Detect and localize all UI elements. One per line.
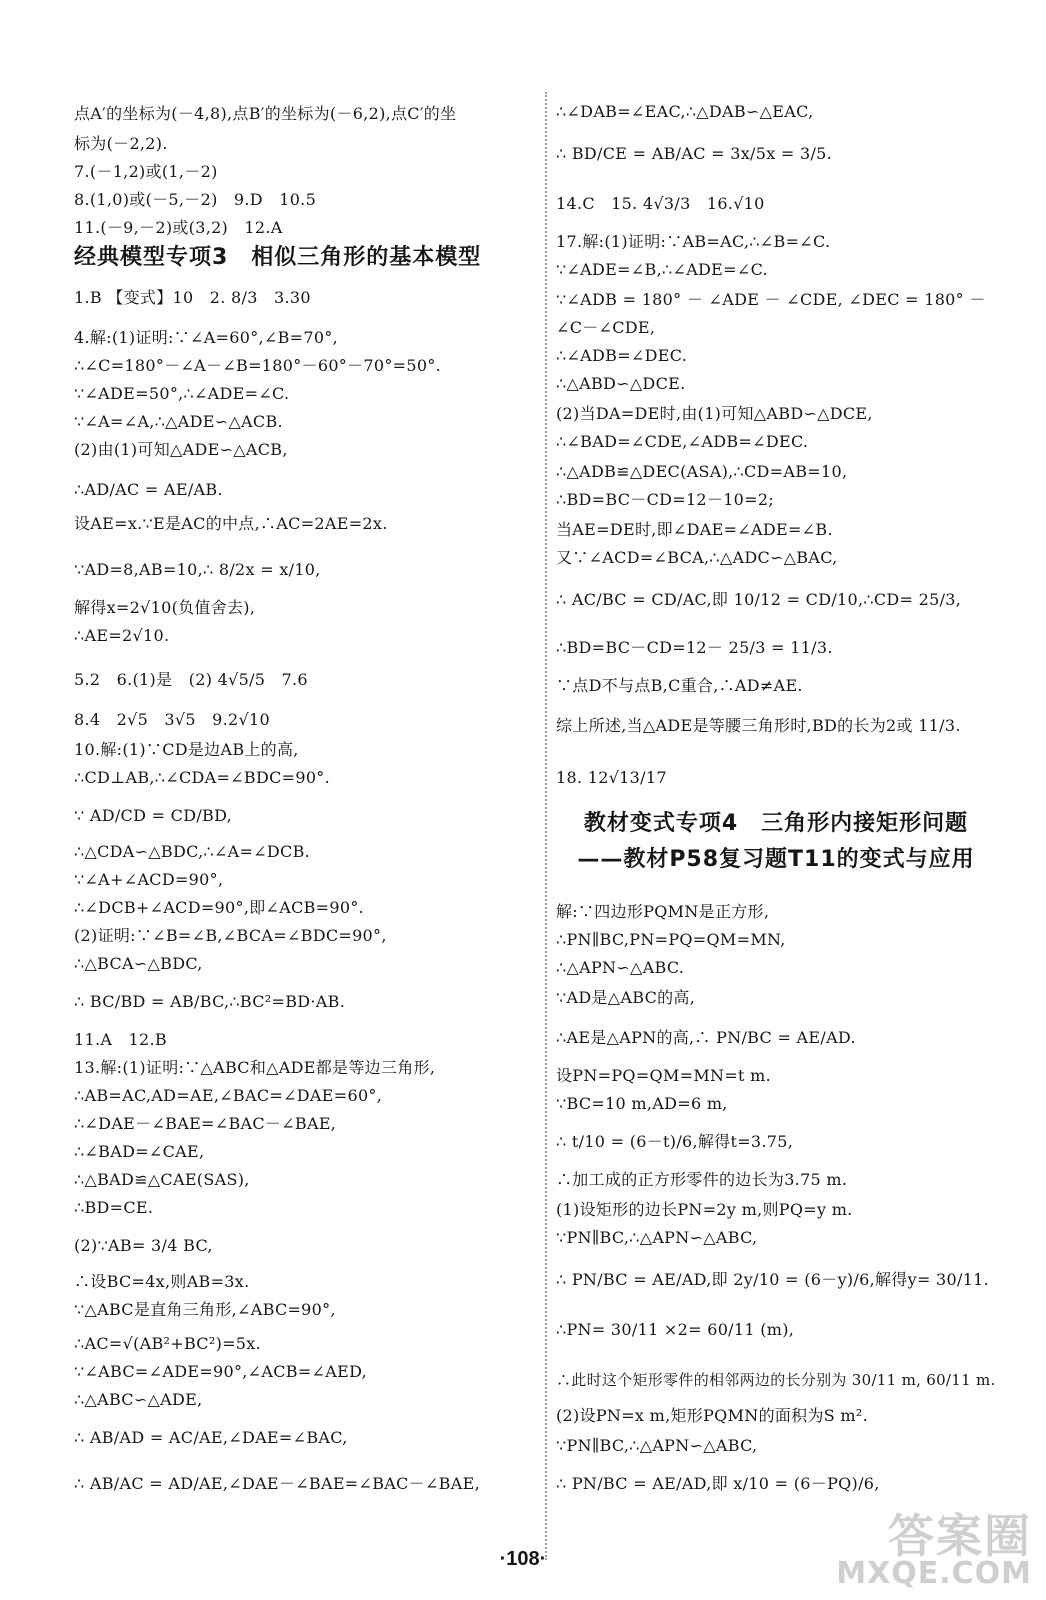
answer-line: ∴AD/AC = AE/AB.	[74, 480, 223, 499]
answer-line: 8.4 2√5 3√5 9.2√10	[74, 710, 270, 729]
answer-line: ∵∠ADE=∠B,∴∠ADE=∠C.	[556, 260, 768, 279]
answer-line: ∴ PN/BC = AE/AD,即 x/10 = (6－PQ)/6,	[556, 1474, 880, 1493]
answer-line: ∴此时这个矩形零件的相邻两边的长分别为 30/11 m, 60/11 m.	[556, 1371, 996, 1389]
answer-line: ∴△ADB≌△DEC(ASA),∴CD=AB=10,	[556, 462, 848, 481]
answer-line: ∴∠BAD=∠CDE,∠ADB=∠DEC.	[556, 432, 809, 451]
answer-line: ∵PN∥BC,∴△APN∽△ABC,	[556, 1436, 758, 1455]
answer-line: ∴∠ADB=∠DEC.	[556, 346, 688, 365]
answer-line: ∴AB=AC,AD=AE,∠BAC=∠DAE=60°,	[74, 1086, 383, 1105]
answer-line: ∴∠DAE－∠BAE=∠BAC－∠BAE,	[74, 1114, 337, 1133]
answer-line: 11.(－9,－2)或(3,2) 12.A	[74, 218, 283, 237]
answer-line: ∴CD⊥AB,∴∠CDA=∠BDC=90°.	[74, 768, 330, 787]
answer-line: ∴设BC=4x,则AB=3x.	[74, 1272, 250, 1291]
answer-line: ∴∠DCB+∠ACD=90°,即∠ACB=90°.	[74, 898, 365, 917]
answer-line: (2)当DA=DE时,由(1)可知△ABD∽△DCE,	[556, 404, 873, 423]
watermark-url: MXQE.COM	[836, 1556, 1032, 1591]
answer-line: ∵∠ABC=∠ADE=90°,∠ACB=∠AED,	[74, 1362, 368, 1381]
answer-line: 8.(1,0)或(－5,－2) 9.D 10.5	[74, 190, 317, 209]
answer-line: ∵BC=10 m,AD=6 m,	[556, 1094, 728, 1113]
answer-line: ∴∠DAB=∠EAC,∴△DAB∽△EAC,	[556, 102, 814, 121]
answer-line: ∴ AB/AC = AD/AE,∠DAE－∠BAE=∠BAC－∠BAE,	[74, 1474, 480, 1493]
answer-line: ∴△BAD≌△CAE(SAS),	[74, 1170, 250, 1189]
answer-line: (2)设PN=x m,矩形PQMN的面积为S m².	[556, 1406, 868, 1425]
answer-line: ∵△ABC是直角三角形,∠ABC=90°,	[74, 1300, 336, 1319]
answer-line: ∴△BCA∽△BDC,	[74, 954, 203, 973]
answer-line: ∴△ABC∽△ADE,	[74, 1390, 203, 1409]
answer-line: 解得x=2√10(负值舍去),	[74, 598, 256, 617]
answer-line: 又∵∠ACD=∠BCA,∴△ADC∽△BAC,	[556, 548, 838, 567]
answer-line: ∴PN∥BC,PN=PQ=QM=MN,	[556, 930, 786, 949]
answer-line: ∵∠A=∠A,∴△ADE∽△ACB.	[74, 412, 283, 431]
answer-line: ∴BD=BC－CD=12－ 25/3 = 11/3.	[556, 638, 833, 657]
answer-line: ∵∠ADB = 180° － ∠ADE － ∠CDE, ∠DEC = 180° －	[556, 290, 986, 309]
answer-line: 5.2 6.(1)是 (2) 4√5/5 7.6	[74, 670, 308, 689]
answer-line: 当AE=DE时,即∠DAE=∠ADE=∠B.	[556, 520, 833, 539]
answer-line: 10.解:(1)∵CD是边AB上的高,	[74, 740, 299, 759]
answer-line: ∴∠C=180°－∠A－∠B=180°－60°－70°=50°.	[74, 356, 442, 375]
answer-line: ∴BD=BC－CD=12－10=2;	[556, 490, 775, 509]
answer-line: ∴ AB/AD = AC/AE,∠DAE=∠BAC,	[74, 1428, 348, 1447]
answer-line: ∴BD=CE.	[74, 1198, 154, 1217]
answer-line: 设AE=x.∵E是AC的中点,∴AC=2AE=2x.	[74, 514, 388, 533]
answer-line: 综上所述,当△ADE是等腰三角形时,BD的长为2或 11/3.	[556, 716, 961, 735]
answer-line: 设PN=PQ=QM=MN=t m.	[556, 1066, 772, 1085]
answer-line: ∵AD是△ABC的高,	[556, 988, 696, 1007]
answer-line: ∴△CDA∽△BDC,∴∠A=∠DCB.	[74, 842, 311, 861]
answer-line: ∴△ABD∽△DCE.	[556, 374, 686, 393]
answer-line: ∴PN= 30/11 ×2= 60/11 (m),	[556, 1320, 795, 1339]
section-heading: 经典模型专项3 相似三角形的基本模型	[74, 245, 482, 270]
answer-line: 标为(－2,2).	[74, 134, 168, 153]
answer-line: ∴ t/10 = (6－t)/6,解得t=3.75,	[556, 1132, 794, 1151]
answer-line: 11.A 12.B	[74, 1030, 167, 1049]
watermark-logo	[838, 1500, 1038, 1594]
answer-line: 14.C 15. 4√3/3 16.√10	[556, 194, 765, 213]
answer-line: ∴ PN/BC = AE/AD,即 2y/10 = (6－y)/6,解得y= 30/11.	[556, 1270, 990, 1289]
answer-line: ∴ AC/BC = CD/AC,即 10/12 = CD/10,∴CD= 25/3,	[556, 590, 962, 609]
watermark-logo-text: 答案圈	[888, 1509, 1032, 1563]
answer-line: 点A′的坐标为(－4,8),点B′的坐标为(－6,2),点C′的坐	[74, 104, 457, 123]
answer-line: 解:∵四边形PQMN是正方形,	[556, 902, 770, 921]
answer-line: (1)设矩形的边长PN=2y m,则PQ=y m.	[556, 1200, 853, 1219]
answer-line: ∵ AD/CD = CD/BD,	[74, 806, 233, 825]
answer-line: ∵PN∥BC,∴△APN∽△ABC,	[556, 1228, 758, 1247]
section-subheading: ——教材P58复习题T11的变式与应用	[577, 847, 975, 872]
answer-line: ∴△APN∽△ABC.	[556, 958, 685, 977]
page-number: ·108·	[499, 1548, 547, 1570]
column-divider	[545, 92, 547, 1560]
answer-line: ∴AE是△APN的高,∴ PN/BC = AE/AD.	[556, 1028, 856, 1047]
answer-line: (2)∵AB= 3/4 BC,	[74, 1236, 213, 1255]
answer-line: 1.B 【变式】10 2. 8/3 3.30	[74, 288, 311, 307]
answer-line: ∴AE=2√10.	[74, 626, 170, 645]
answer-line: (2)证明:∵∠B=∠B,∠BCA=∠BDC=90°,	[74, 926, 387, 945]
answer-line: ∵∠A+∠ACD=90°,	[74, 870, 224, 889]
answer-line: ∵点D不与点B,C重合,∴AD≠AE.	[556, 676, 803, 695]
answer-line: 4.解:(1)证明:∵∠A=60°,∠B=70°,	[74, 328, 339, 347]
answer-line: ∴AC=√(AB²+BC²)=5x.	[74, 1334, 262, 1353]
answer-line: 13.解:(1)证明:∵△ABC和△ADE都是等边三角形,	[74, 1058, 436, 1077]
answer-line: 7.(－1,2)或(1,－2)	[74, 162, 218, 181]
section-heading: 教材变式专项4 三角形内接矩形问题	[583, 811, 969, 836]
answer-line: (2)由(1)可知△ADE∽△ACB,	[74, 440, 288, 459]
answer-line: ∴ BD/CE = AB/AC = 3x/5x = 3/5.	[556, 144, 833, 163]
answer-line: 17.解:(1)证明:∵AB=AC,∴∠B=∠C.	[556, 232, 831, 251]
answer-line: ∴加工成的正方形零件的边长为3.75 m.	[556, 1170, 848, 1189]
answer-line: 18. 12√13/17	[556, 768, 667, 787]
answer-line: ∵∠ADE=50°,∴∠ADE=∠C.	[74, 384, 290, 403]
answer-line: ∴ BC/BD = AB/BC,∴BC²=BD·AB.	[74, 992, 346, 1011]
answer-line: ∵AD=8,AB=10,∴ 8/2x = x/10,	[74, 560, 321, 579]
answer-line: ∴∠BAD=∠CAE,	[74, 1142, 205, 1161]
answer-line: ∠C－∠CDE,	[556, 318, 656, 337]
